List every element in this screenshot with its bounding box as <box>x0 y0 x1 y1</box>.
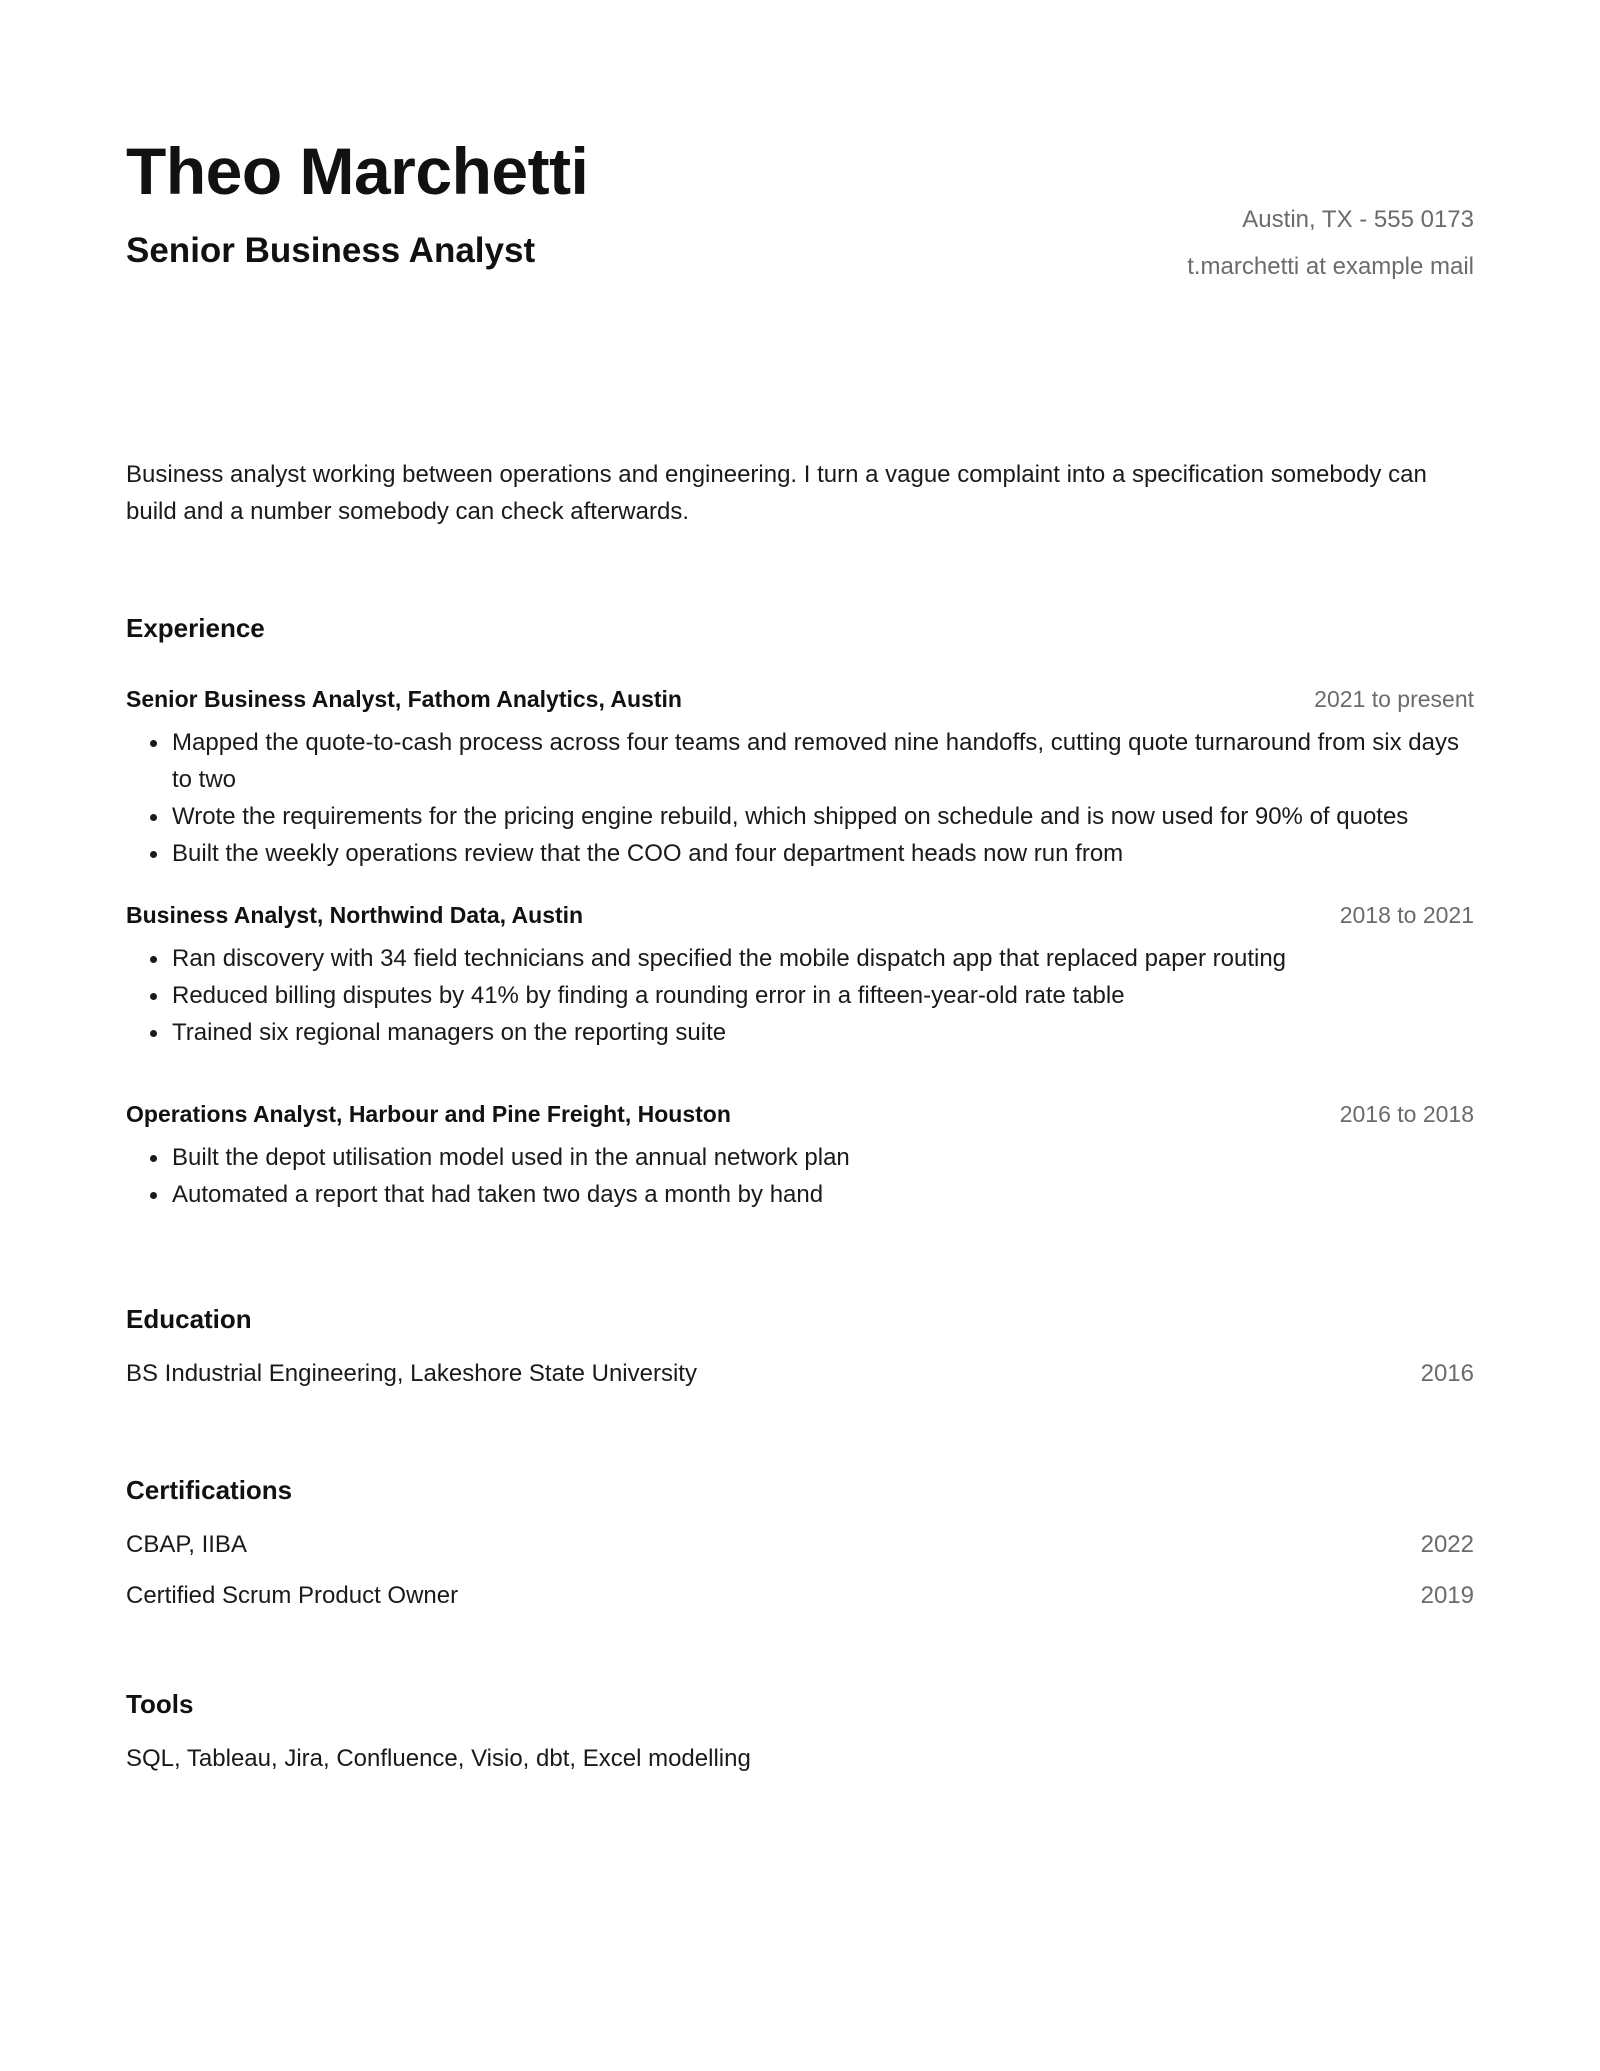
bullet-dot <box>150 740 157 747</box>
job-title: Senior Business Analyst, Fathom Analytics, Austin <box>126 686 682 712</box>
bullet-text: Ran discovery with 34 field technicians and specified the mobile dispatch app that replaced paper routing <box>172 945 1287 972</box>
bullet-item <box>172 724 1474 798</box>
location-phone: Austin, TX - 555 0173 <box>1242 206 1474 233</box>
bullet-text: Mapped the quote-to-cash process across four teams and removed nine handoffs, cutting quote turnaround from six days to two <box>172 729 1459 793</box>
bullet-text: Reduced billing disputes by 41% by finding a rounding error in a fifteen-year-old rate table <box>172 982 1125 1009</box>
bullet-dot <box>150 1155 157 1162</box>
education-section <box>126 1301 1474 1392</box>
bullet-dot <box>150 814 157 821</box>
email: t.marchetti at example mail <box>1187 253 1474 280</box>
bullet-dot <box>150 1030 157 1037</box>
job-header <box>126 682 1474 716</box>
bullet-item <box>172 977 1474 1014</box>
certification-year: 2019 <box>1420 1582 1474 1609</box>
certification-year: 2022 <box>1420 1531 1474 1558</box>
job-entry <box>126 1097 1474 1213</box>
job-header <box>126 1097 1474 1131</box>
summary: Business analyst working between operations and engineering. I turn a vague complaint into a specification somebody can build and a number somebody can check afterwards. <box>126 461 1427 525</box>
certifications-section <box>126 1472 1474 1614</box>
bullet-text: Built the depot utilisation model used in the annual network plan <box>172 1144 850 1171</box>
job-entry <box>126 898 1474 1051</box>
bullet-dot <box>150 956 157 963</box>
bullet-item <box>172 1176 1474 1213</box>
certification-item <box>126 1526 1474 1563</box>
contact-block <box>1187 196 1474 290</box>
education-item <box>126 1355 1474 1392</box>
job-title: Business Analyst, Northwind Data, Austin <box>126 902 584 928</box>
experience-section <box>126 610 1474 1213</box>
bullet-text: Trained six regional managers on the reporting suite <box>172 1019 727 1046</box>
bullet-dot <box>150 851 157 858</box>
job-dates: 2016 to 2018 <box>1339 1101 1474 1127</box>
tools-list: SQL, Tableau, Jira, Confluence, Visio, dbt, Excel modelling <box>126 1745 751 1772</box>
job-bullets <box>126 724 1474 872</box>
bullet-item <box>172 1139 1474 1176</box>
section-title-certifications: Certifications <box>126 1475 293 1505</box>
bullet-text: Built the weekly operations review that the COO and four department heads now run from <box>172 840 1124 867</box>
bullet-item <box>172 1014 1474 1051</box>
tools-section <box>126 1686 1474 1777</box>
degree-year: 2016 <box>1420 1360 1474 1387</box>
job-bullets <box>126 940 1474 1051</box>
bullet-text: Wrote the requirements for the pricing engine rebuild, which shipped on schedule and is now used for 90% of quotes <box>172 803 1409 830</box>
job-title: Operations Analyst, Harbour and Pine Freight, Houston <box>126 1101 731 1127</box>
bullet-item <box>172 940 1474 977</box>
bullet-dot <box>150 993 157 1000</box>
section-title-experience: Experience <box>126 613 265 643</box>
section-title-tools: Tools <box>126 1689 194 1719</box>
certification-name: CBAP, IIBA <box>126 1531 247 1558</box>
bullet-item <box>172 798 1474 835</box>
candidate-name: Theo Marchetti <box>126 134 589 208</box>
section-title-education: Education <box>126 1304 252 1334</box>
certification-name: Certified Scrum Product Owner <box>126 1582 459 1609</box>
degree-name: BS Industrial Engineering, Lakeshore State University <box>126 1360 697 1387</box>
job-dates: 2018 to 2021 <box>1339 902 1474 928</box>
bullet-item <box>172 835 1474 872</box>
certification-item <box>126 1577 1474 1614</box>
job-bullets <box>126 1139 1474 1213</box>
bullet-text: Automated a report that had taken two days a month by hand <box>172 1181 824 1208</box>
job-dates: 2021 to present <box>1314 686 1474 712</box>
job-header <box>126 898 1474 932</box>
bullet-dot <box>150 1192 157 1199</box>
candidate-title: Senior Business Analyst <box>126 231 536 270</box>
resume-header <box>126 128 1474 298</box>
job-entry <box>126 682 1474 872</box>
